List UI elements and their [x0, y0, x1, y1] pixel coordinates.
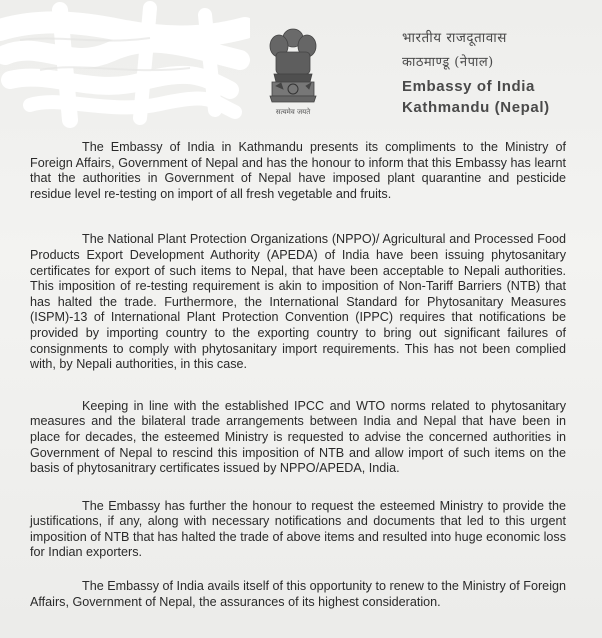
- letterhead-english-name: Embassy of India: [402, 78, 535, 95]
- paragraph-5: The Embassy of India avails itself of this opportunity to renew to the Ministry of Foreign Affairs, Government of Nepal, the assurances of its highest consideration.: [30, 579, 566, 609]
- paragraph-2: The National Plant Protection Organizations (NPPO)/ Agricultural and Processed Food Products Export Development Authority (APEDA) of India have been issuing phytosanitary certificates for export of such items to Nepal, that have been acceptable to Nepali authorities. This imposition of re-testing requirement is akin to imposition of Non-Tariff Barriers (NTB) that has halted the trade. Furthermore, the International Standard for Phytosanitary Measures (ISPM)-13 of International Plant Protection Convention (IPPC) requires that notifications be provided by importing country to the exporting country to bring out significant failures of consignments to comply with phytosanitary import requirements. This has not been complied with, by Nepali authorities, in this case.: [30, 232, 566, 372]
- paragraph-1: The Embassy of India in Kathmandu presents its compliments to the Ministry of Foreign Affairs, Government of Nepal and has the honour to inform that this Embassy has learnt that the authorities in Government of Nepal have imposed plant quarantine and pesticide residue level re-testing on import of all fresh vegetable and fruits.: [30, 140, 566, 201]
- emblem-motto: सत्यमेव जयते: [275, 108, 311, 116]
- letter-body: [30, 140, 566, 627]
- letterhead-hindi-city: काठमाण्डू (नेपाल): [402, 55, 494, 70]
- paragraph-3: Keeping in line with the established IPCC and WTO norms related to phytosanitary measures and the bilateral trade arrangements between India and Nepal that have been in place for decades, the esteemed Ministry is requested to advise the concerned authorities in Government of Nepal to rescind this imposition of NTB and allow import of such items on the basis of phytosanitrary certificates issued by NPPO/APEDA, India.: [30, 398, 566, 476]
- letterhead-hindi-name: भारतीय राजदूतावास: [402, 30, 507, 46]
- national-emblem-icon: [262, 22, 324, 122]
- paragraph-4: The Embassy has further the honour to request the esteemed Ministry to provide the justifications, if any, along with necessary notifications and documents that led to this urgent imposition of NTB that has halted the trade of above items and resulted into huge economic loss for Indian exporters.: [30, 498, 566, 560]
- redaction-scribble: [0, 0, 250, 140]
- letterhead-english-city: Kathmandu (Nepal): [402, 99, 550, 116]
- letterhead: [402, 28, 592, 116]
